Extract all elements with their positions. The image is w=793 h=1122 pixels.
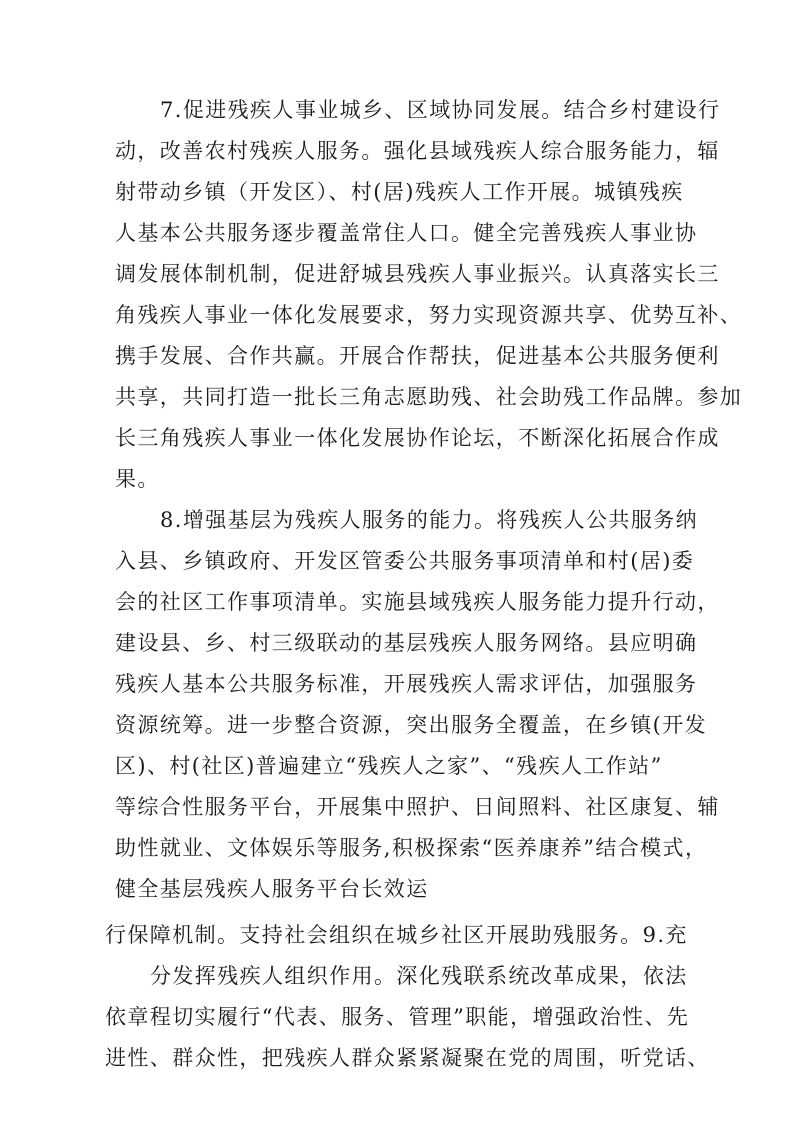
text-line-8: 共享，共同打造一批长三角志愿助残、社会助残工作品牌。参加 bbox=[115, 385, 743, 409]
text-line-7: 携手发展、合作共赢。开展合作帮扶，促进基本公共服务便利 bbox=[115, 344, 720, 368]
text-line-12: 入县、乡镇政府、开发区管委公共服务事项清单和村(居)委 bbox=[115, 549, 695, 573]
text-line-11: 8.增强基层为残疾人服务的能力。将残疾人公共服务纳 bbox=[160, 508, 699, 532]
text-line-13: 会的社区工作事项清单。实施县域残疾人服务能力提升行动， bbox=[115, 590, 720, 614]
text-line-20: 健全基层残疾人服务平台长效运 bbox=[115, 877, 429, 901]
text-line-23: 依章程切实履行“代表、服务、管理”职能，增强政治性、先 bbox=[105, 1005, 690, 1029]
text-line-6: 角残疾人事业一体化发展要求，努力实现资源共享、优势互补、 bbox=[115, 303, 743, 327]
text-line-19: 助性就业、文体娱乐等服务,积极探索“医养康养”结合模式， bbox=[115, 836, 708, 860]
text-line-21: 行保障机制。支持社会组织在城乡社区开展助残服务。9.充 bbox=[105, 923, 688, 947]
text-line-5: 调发展体制机制，促进舒城县残疾人事业振兴。认真落实长三 bbox=[115, 262, 720, 286]
text-line-4: 人基本公共服务逐步覆盖常住人口。健全完善残疾人事业协 bbox=[115, 221, 698, 245]
text-line-18: 等综合性服务平台，开展集中照护、日间照料、社区康复、辅 bbox=[115, 795, 720, 819]
text-line-1: 7.促进残疾人事业城乡、区域协同发展。结合乡村建设行 bbox=[160, 98, 721, 122]
text-line-2: 动，改善农村残疾人服务。强化县域残疾人综合服务能力，辐 bbox=[115, 139, 720, 163]
text-line-9: 长三角残疾人事业一体化发展协作论坛，不断深化拓展合作成 bbox=[115, 426, 720, 450]
text-line-17: 区)、村(社区)普遍建立“残疾人之家”、“残疾人工作站” bbox=[115, 754, 663, 778]
text-line-14: 建设县、乡、村三级联动的基层残疾人服务网络。县应明确 bbox=[115, 631, 698, 655]
text-line-22: 分发挥残疾人组织作用。深化残联系统改革成果，依法 bbox=[150, 964, 688, 988]
text-line-24: 进性、群众性，把残疾人群众紧紧凝聚在党的周围，听党话、 bbox=[105, 1046, 710, 1070]
text-line-10: 果。 bbox=[115, 467, 160, 491]
text-line-15: 残疾人基本公共服务标准，开展残疾人需求评估，加强服务 bbox=[115, 672, 698, 696]
text-line-3: 射带动乡镇（开发区）、村(居)残疾人工作开展。城镇残疾 bbox=[115, 180, 684, 204]
text-line-16: 资源统筹。进一步整合资源，突出服务全覆盖，在乡镇(开发 bbox=[115, 713, 707, 737]
